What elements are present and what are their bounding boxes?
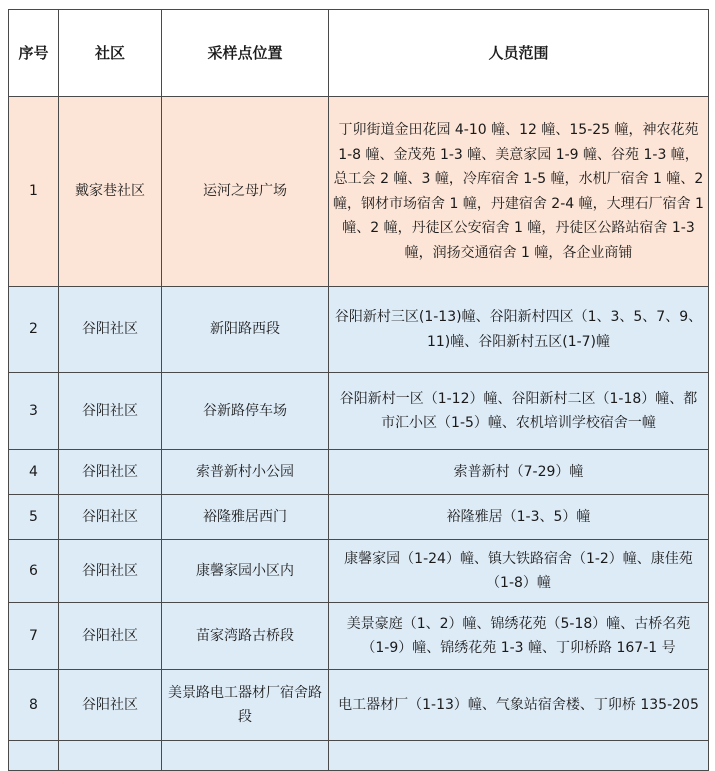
cell-no: 5 — [9, 495, 59, 540]
cell-scope: 电工器材厂（1-13）幢、气象站宿舍楼、丁卯桥 135-205 — [329, 670, 709, 741]
cell-empty — [329, 741, 709, 771]
cell-empty — [59, 741, 162, 771]
cell-scope: 丁卯街道金田花园 4-10 幢、12 幢、15-25 幢，神农花苑 1-8 幢、金茂苑 1-3 幢、美意家园 1-9 幢、谷苑 1-3 幢，总工会 2 幢、3 幢，冷库宿舍 1-5 幢，水机厂宿舍 1 幢、2 幢，钢材市场宿舍 1 幢，丹建宿舍 2-4 幢，大理石厂宿舍 1 幢、2 幢，丹徒区公安宿舍 1 幢，丹徒区公路站宿舍 1-3 幢，润扬交通宿舍 1 幢，各企业商铺 — [329, 97, 709, 287]
cell-community: 谷阳社区 — [59, 373, 162, 450]
cell-no: 2 — [9, 287, 59, 373]
cell-site: 美景路电工器材厂宿舍路段 — [162, 670, 329, 741]
header-no: 序号 — [9, 10, 59, 97]
cell-community: 谷阳社区 — [59, 287, 162, 373]
table-row — [9, 287, 709, 373]
cell-community: 谷阳社区 — [59, 603, 162, 670]
table-row — [9, 603, 709, 670]
cell-site: 索普新村小公园 — [162, 450, 329, 495]
cell-community: 谷阳社区 — [59, 540, 162, 603]
table-row — [9, 495, 709, 540]
cell-no: 6 — [9, 540, 59, 603]
cell-scope: 裕隆雅居（1-3、5）幢 — [329, 495, 709, 540]
cell-community: 谷阳社区 — [59, 670, 162, 741]
table-row — [9, 540, 709, 603]
cell-empty — [9, 741, 59, 771]
cell-site: 新阳路西段 — [162, 287, 329, 373]
cell-community: 谷阳社区 — [59, 450, 162, 495]
table-row — [9, 373, 709, 450]
header-scope: 人员范围 — [329, 10, 709, 97]
cell-site: 裕隆雅居西门 — [162, 495, 329, 540]
cell-scope: 索普新村（7-29）幢 — [329, 450, 709, 495]
cell-no: 4 — [9, 450, 59, 495]
cell-empty — [162, 741, 329, 771]
table-row — [9, 670, 709, 741]
cell-no: 8 — [9, 670, 59, 741]
header-community: 社区 — [59, 10, 162, 97]
cell-no: 7 — [9, 603, 59, 670]
cell-community: 戴家巷社区 — [59, 97, 162, 287]
cell-scope: 康馨家园（1-24）幢、镇大铁路宿舍（1-2）幢、康佳苑（1-8）幢 — [329, 540, 709, 603]
sampling-sites-table — [8, 9, 709, 771]
cell-site: 运河之母广场 — [162, 97, 329, 287]
cell-scope: 谷阳新村一区（1-12）幢、谷阳新村二区（1-18）幢、都市汇小区（1-5）幢、农机培训学校宿舍一幢 — [329, 373, 709, 450]
cell-scope: 谷阳新村三区(1-13)幢、谷阳新村四区（1、3、5、7、9、11)幢、谷阳新村五区(1-7)幢 — [329, 287, 709, 373]
header-site: 采样点位置 — [162, 10, 329, 97]
table-header-row — [9, 10, 709, 97]
cell-no: 3 — [9, 373, 59, 450]
cell-site: 苗家湾路古桥段 — [162, 603, 329, 670]
table-row — [9, 97, 709, 287]
sampling-table-container — [8, 9, 708, 771]
table-row — [9, 450, 709, 495]
cell-site: 康馨家园小区内 — [162, 540, 329, 603]
cell-scope: 美景豪庭（1、2）幢、锦绣花苑（5-18）幢、古桥名苑（1-9）幢、锦绣花苑 1-3 幢、丁卯桥路 167-1 号 — [329, 603, 709, 670]
cell-site: 谷新路停车场 — [162, 373, 329, 450]
cell-community: 谷阳社区 — [59, 495, 162, 540]
cell-no: 1 — [9, 97, 59, 287]
table-row-cutoff — [9, 741, 709, 771]
